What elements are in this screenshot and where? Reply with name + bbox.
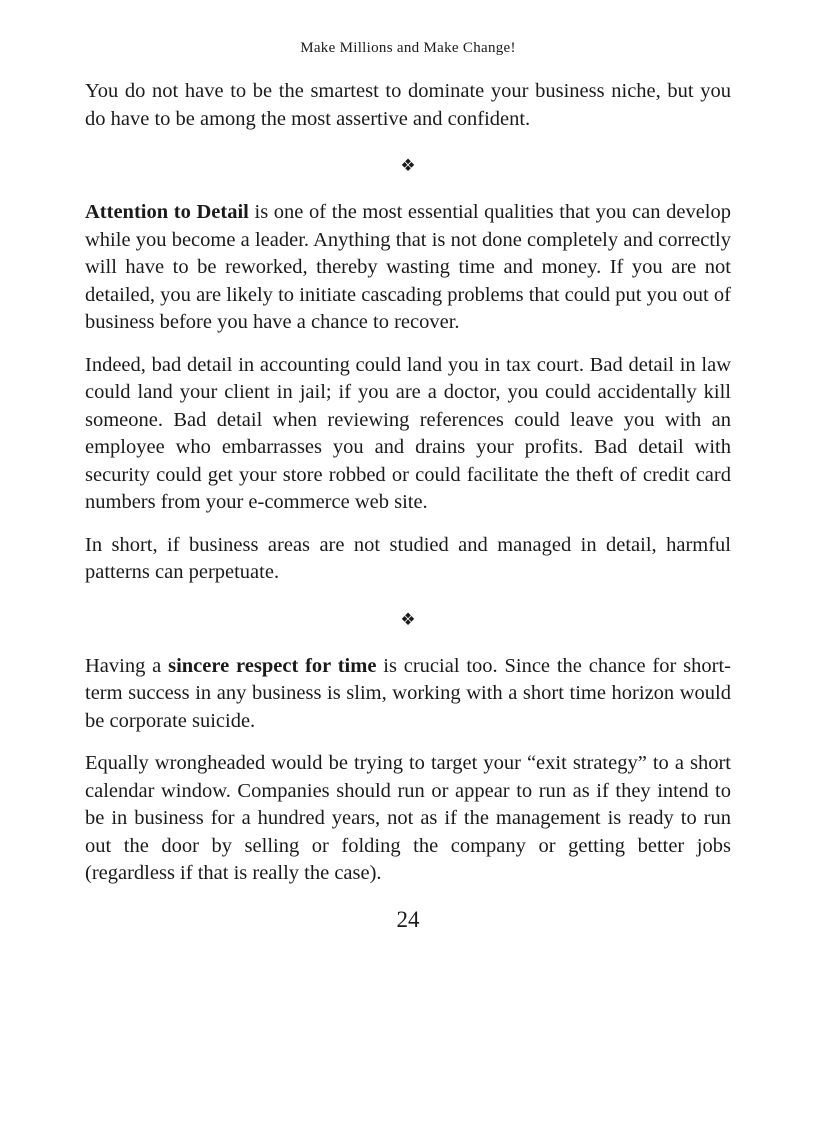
paragraph-in-short: In short, if business areas are not studied and managed in detail, harmful patterns can perpetuate. [85, 533, 731, 583]
term-respect-for-time: sincere respect for time [168, 654, 377, 677]
paragraph-respect-for-time [85, 653, 731, 736]
page-number: 24 [396, 906, 420, 932]
paragraph-text: Having a [85, 654, 169, 677]
paragraph-text: is one of the most essential qualities that you can develop while you become a leader. Anything that is not done completely and correctly will have to be reworked, thereby wasting time and money. If you are not detailed, you are likely to initiate cascading problems that could put you out of business before you have a chance to recover. [85, 201, 731, 333]
paragraph-text: is crucial too. Since the chance for short-term success in any business is slim, working with a short time horizon would be corporate suicide. [85, 654, 731, 732]
term-attention-to-detail: Attention to Detail [85, 201, 249, 223]
ornament-divider-icon: ❖ [400, 609, 416, 629]
paragraph-exit-strategy: Equally wrongheaded would be trying to target your “exit strategy” to a short calendar window. Companies should run or appear to run as if they intend to be in business for a hundred years, not as if the management is ready to run out the door by selling or folding the company or getting better jobs (regardless if that is really the case). [85, 752, 731, 884]
paragraph-attention-to-detail [85, 199, 731, 337]
ornament-divider-icon: ❖ [400, 156, 416, 175]
paragraph-assertive: You do not have to be the smartest to dominate your business niche, but you do have to be among the most assertive and confident. [85, 80, 731, 130]
book-page [85, 0, 731, 934]
paragraph-bad-detail: Indeed, bad detail in accounting could land you in tax court. Bad detail in law could land your client in jail; if you are a doctor, you could accidentally kill someone. Bad detail when reviewing references could leave you with an employee who embarrasses you and drains your profits. Bad detail with security could get your store robbed or could facilitate the theft of credit card numbers from your e-commerce web site. [85, 353, 731, 513]
running-header: Make Millions and Make Change! [300, 40, 516, 56]
